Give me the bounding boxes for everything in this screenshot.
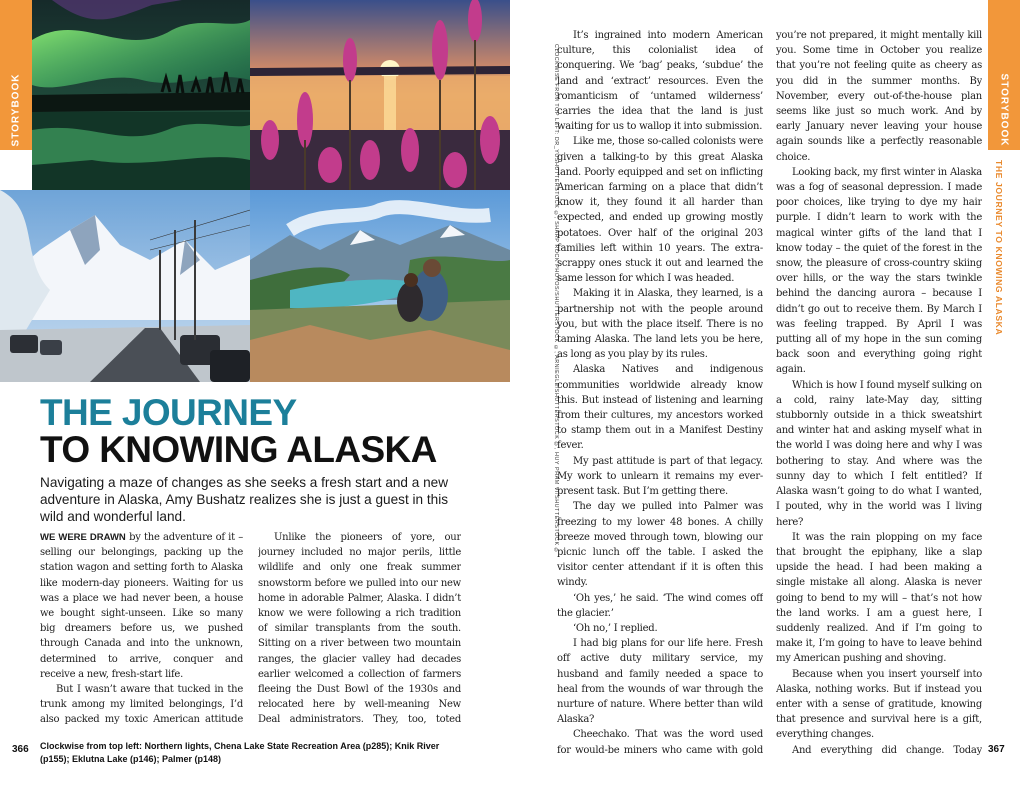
paragraph: Like me, those so-called colonists were given a talking-to by this great Alaska land. Poorly equipped and set on inflicting American farming on a place that didn’t know it, they found it all harder than expected, and ended up growing mostly potatoes. Over half of the original 203 families left within 10 years. The extra-scrappy ones stuck it out and learned the same lesson for which I was headed. (557, 136, 763, 285)
paragraph: Cheechako. That was the word used for would-be miners who came with gold (557, 729, 763, 756)
paragraph: ‘Oh no,’ I replied. (573, 622, 658, 634)
photo-credit: CLOCKWISE FROM TOP LEFT: DR_YUSHUTTERSTOCK ©, SHARP ROCK PHOTOS/SHUTTERSTOCK ©, ARNIEGLE/SHUTTERSTOCK ©, HUY PHAM VI/SHUTTERSTOCK © (553, 44, 559, 555)
paragraph (40, 530, 243, 682)
standfirst: Navigating a maze of changes as she seeks a fresh start and a new adventure in Alaska, Amy Bushatz realizes she is just a guest in this wild and wonderful land. (40, 475, 449, 524)
page-number-right: 367 (988, 744, 1005, 755)
column-1 (40, 530, 243, 730)
paragraph: Which is how I found myself sulking on a cold, rainy late-May day, sitting stubbornly outside in a thick sweatshirt and winter hat and asking myself what in the world I was doing here and why I was bothering to stay. And where was the sunny day to which I felt entitled? If Alaska wasn’t going to do what I wanted, I pouted, why in the world was I living here? (776, 379, 982, 528)
paragraph-text: by the adventure of it – selling our belongings, packing up the station wagon and setting forth to Alaska like modern-day pioneers. Waiting for us was a place we had never been, a house we bought sight-unseen. Like so many big dreamers before us, we pushed through Canada and into the unknown, determined to arrive, conquer and receive a new, fresh-start life. (40, 532, 243, 680)
fireweed-sunset-photo (250, 0, 510, 190)
paragraph: The day we pulled into Palmer was freezing to my lower 48 bones. A chilly breeze moved through town, blowing our picnic lunch off the table. I asked the visitor center attendant if it is often this windy. (557, 501, 763, 589)
headline-line-2: TO KNOWING ALASKA (40, 429, 437, 470)
paragraph: I had big plans for our life here. Fresh off active duty military service, my husband and family needed a space to heal from the wounds of war through the nurture of nature. Where better than wild Alaska? (557, 638, 763, 726)
column-4 (776, 28, 982, 756)
page-number-left: 366 (12, 744, 29, 755)
paragraph: But I wasn’t aware that tucked in the trunk among my limited belongings, I’d also packed my toxic American attitude (40, 684, 243, 726)
storybook-tab-right-label: STORYBOOK (998, 73, 1010, 147)
paragraph: Alaska Natives and indigenous communities worldwide already know this. But instead of listening and learning from their cultures, my ancestors worked to stamp them out in a Manifest Destiny fever. (557, 364, 763, 452)
paragraph: Looking back, my first winter in Alaska was a fog of seasonal depression. I made poor choices, like trying to dye my hair purple. I didn’t learn to work with the magical winter gifts of the land that I know today – the quiet of the forest in the snow, the pleasure of cross-country skiing over hills, or the way the stars twinkle behind the dancing aurora – because I didn’t go out to receive them. By March I was feeling trapped. By April I was putting all of my hope in the sun coming back soon and everything going right again. (776, 166, 982, 376)
paragraph: Because when you insert yourself into Alaska, nothing works. But if instead you enter with a sense of gratitude, knowing that presence and survival here is a gift, everything changes. (776, 668, 982, 741)
eklutna-lake-couple-photo (250, 190, 510, 382)
paragraph: Making it in Alaska, they learned, is a partnership not with the people around you, but with the place itself. There is no taming Alaska. The land lets you be here, as long as you play by its rules. (557, 288, 763, 361)
knik-river-road-photo (0, 190, 250, 382)
paragraph: Unlike the pioneers of yore, our journey included no major perils, little wildlife and only one freak summer snowstorm before we pulled into our new home in adorable Palmer, Alaska. I didn’t know we were following a rich tradition of similar transplants from the south. Sitting on a river between two mountain ranges, the glacier valley had decades earlier welcomed a collection of farmers fleeing the Dust Bowl of the 1930s and relocated here by well-meaning New Deal administrators. They, too, toted (258, 532, 461, 726)
paragraph: ‘Oh yes,’ he said. ‘The wind comes off the glacier.’ (557, 592, 763, 619)
paragraph: My past attitude is part of that legacy. My work to unlearn it remains my ever-present task. But I’m getting there. (557, 455, 763, 498)
photo-caption: Clockwise from top left: Northern lights, Chena Lake State Recreation Area (p285); Knik River (p155); Eklutna Lake (p146); Palmer (p148) (40, 741, 440, 764)
column-3 (557, 28, 763, 756)
headline-line-1: THE JOURNEY (40, 392, 297, 433)
paragraph: It’s ingrained into modern American culture, this colonialist idea of conquering. We ‘bag’ peaks, ‘subdue’ the land and ‘extract’ resources. Even the romanticism of ‘untamed wilderness’ carries the idea that the land is just waiting for us to wallop it into submission. (557, 30, 763, 133)
northern-lights-photo (32, 0, 250, 190)
paragraph: And everything did change. Today (792, 744, 982, 756)
column-2 (258, 530, 461, 730)
lead-in: WE WERE DRAWN (40, 532, 126, 543)
running-title: THE JOURNEY TO KNOWING ALASKA (994, 160, 1004, 336)
storybook-tab-left-label: STORYBOOK (10, 73, 22, 147)
paragraph: you’re not prepared, it might mentally kill you. Some time in October you realize that you’re not feeling quite as cheery as you did in the summer months. By November, every out-of-the-house plan seems like just so much work. And by early January never leaving your house again sounds like a perfectly reasonable choice. (776, 30, 982, 163)
paragraph: It was the rain plopping on my face that brought the epiphany, like a slap upside the head. I had been making a single mistake all along. Alaska is never going to bend to my will – that’s not how the land works. I am a guest here, I suddenly realized. And if I’m going to make it, I’m going to have to leave behind my American pushing and shoving. (776, 531, 982, 665)
